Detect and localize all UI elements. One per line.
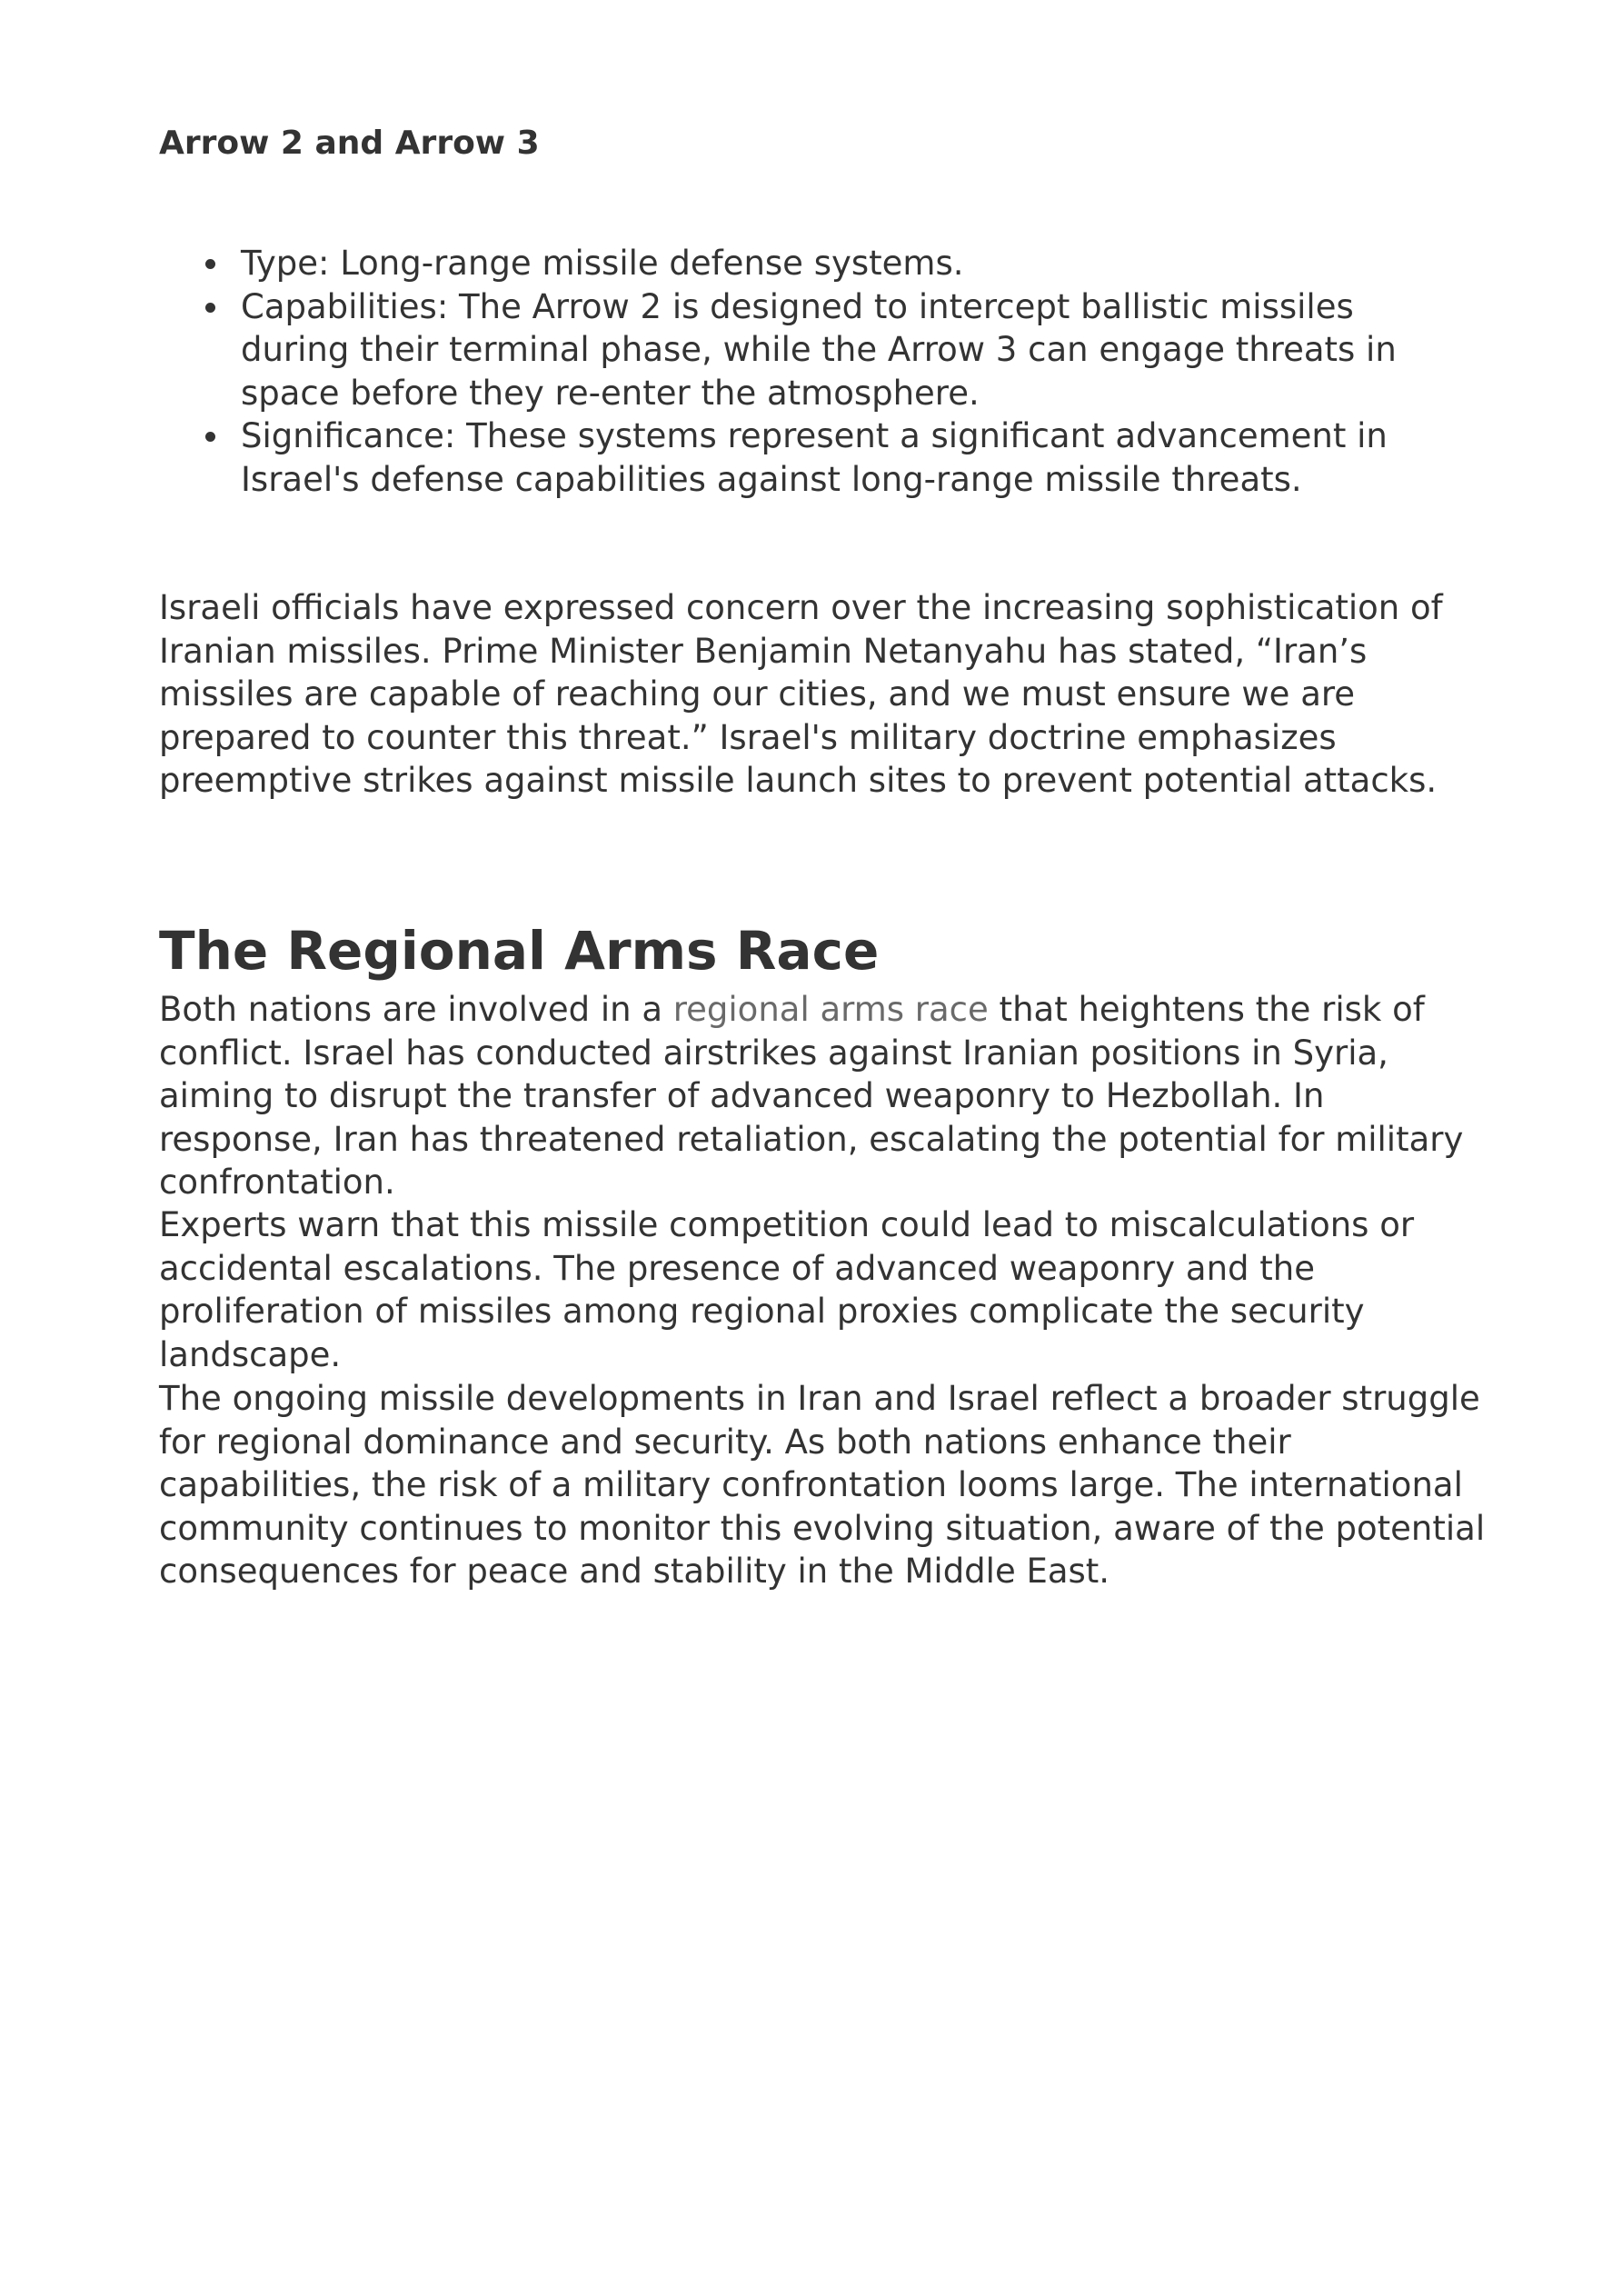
intro-text-after-link: that heightens the risk of conflict. Israel has conducted airstrikes against Iranian positions in Syria, aiming to disrupt the transfer of advanced weaponry to Hezbollah. In response, Iran has threatened retaliation, escalating the potential for military confrontation. (159, 990, 1464, 1203)
arrow-systems-heading: Arrow 2 and Arrow 3 (159, 125, 540, 162)
bullet-type: Type: Long-range missile defense systems. (241, 242, 1422, 285)
bullet-capabilities: Capabilities: The Arrow 2 is designed to intercept ballistic missiles during their terminal phase, while the Arrow 3 can engage threats in space before they re-enter the atmosphere. (241, 285, 1422, 415)
regional-arms-race-heading: The Regional Arms Race (159, 920, 880, 982)
bullet-significance: Significance: These systems represent a significant advancement in Israel's defense capabilities against long-range missile threats. (241, 414, 1422, 501)
experts-warn-paragraph: Experts warn that this missile competition could lead to miscalculations or accidental escalations. The presence of advanced weaponry and the proliferation of missiles among regional proxies complicate the security landscape. (159, 1205, 1415, 1374)
regional-arms-race-link[interactable]: regional arms race (672, 990, 989, 1029)
arms-race-intro-paragraph (159, 988, 1486, 1204)
conclusion-paragraph: The ongoing missile developments in Iran and Israel reflect a broader struggle for regional dominance and security. As both nations enhance their capabilities, the risk of a military confrontation looms large. The international community continues to monitor this evolving situation, aware of the potential consequences for peace and stability in the Middle East. (159, 1379, 1486, 1592)
arrow-systems-bullet-list (159, 242, 1422, 502)
intro-text-before-link: Both nations are involved in a (159, 990, 673, 1029)
israeli-officials-paragraph: Israeli officials have expressed concern over the increasing sophistication of Iranian missiles. Prime Minister Benjamin Netanyahu has stated, “Iran’s missiles are capable of reaching our cities, and we must ensure we are prepared to counter this threat.” Israel's military doctrine emphasizes preemptive strikes against missile launch sites to prevent potential attacks. (159, 588, 1443, 801)
